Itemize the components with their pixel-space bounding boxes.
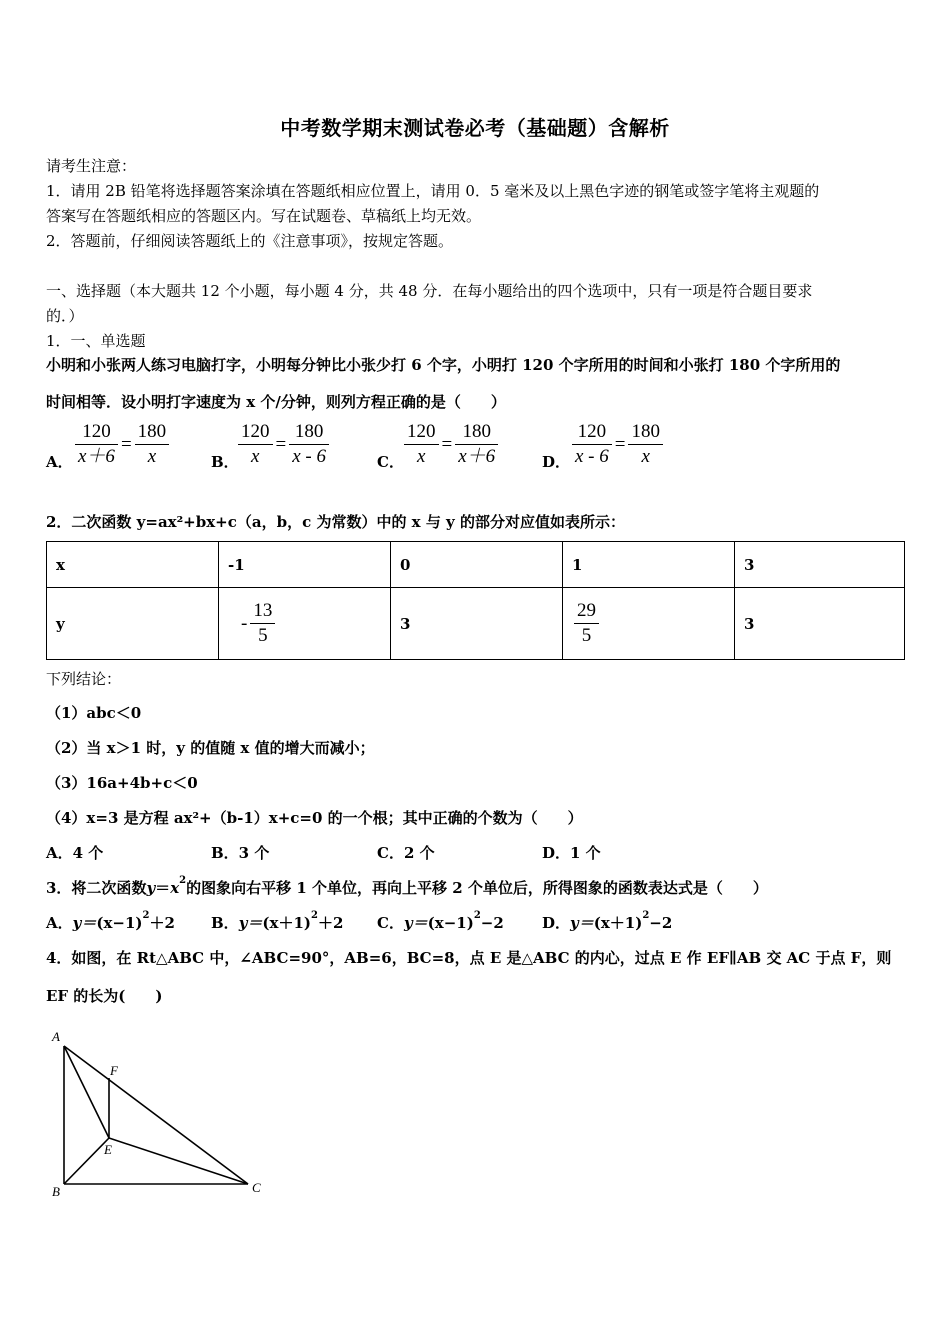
option-y-eq: y＝ xyxy=(570,914,594,932)
q1-option-c-equation[interactable] xyxy=(404,420,498,469)
notice-item2: 2．答题前，仔细阅读答题纸上的《注意事项》，按规定答题。 xyxy=(46,232,454,250)
q1-option-b-equation[interactable] xyxy=(238,420,329,469)
table-cell-fraction xyxy=(219,588,391,660)
segment-ae xyxy=(64,1046,109,1138)
table-cell: 3 xyxy=(391,588,563,660)
option-body: (x−1) xyxy=(427,914,474,932)
section-heading-line1: 一、选择题（本大题共 12 个小题，每小题 4 分，共 48 分．在每小题给出的四个选项中，只有一项是符合题目要求 xyxy=(46,282,813,300)
q1-option-a-equation[interactable] xyxy=(75,420,169,469)
q2-option-a[interactable]: A．4 个 xyxy=(46,844,104,862)
segment-ce xyxy=(109,1138,248,1184)
option-body: (x＋1) xyxy=(262,914,311,932)
q3-exponent: 2 xyxy=(179,875,187,886)
option-exponent: 2 xyxy=(473,910,481,921)
table-cell: 3 xyxy=(735,588,905,660)
frac-denominator: x xyxy=(417,446,426,467)
segment-be xyxy=(64,1138,109,1184)
option-y-eq: y＝ xyxy=(72,914,97,932)
option-tail: −2 xyxy=(649,914,673,932)
section-heading-line2: 的．） xyxy=(46,307,84,325)
table-cell: x xyxy=(47,542,219,588)
q3-stem-part-a: 3．将二次函数 xyxy=(46,879,147,897)
table-cell: 3 xyxy=(735,542,905,588)
frac-denominator: x xyxy=(251,446,260,467)
q1-option-d-letter[interactable]: D． xyxy=(542,453,571,471)
vertex-label-f: F xyxy=(110,1063,118,1078)
option-exponent: 2 xyxy=(642,910,650,921)
vertex-label-b: B xyxy=(52,1184,60,1199)
vertex-label-c: C xyxy=(252,1180,261,1195)
option-y-eq: y＝ xyxy=(238,914,263,932)
equals-sign: = xyxy=(614,433,626,455)
frac-numerator: 180 xyxy=(628,420,663,445)
q1-stem-line1: 小明和小张两人练习电脑打字，小明每分钟比小张少打 6 个字，小明打 120 个字所用的时间和小张打 180 个字所用的 xyxy=(46,356,841,374)
option-y-eq: y＝ xyxy=(403,914,428,932)
option-exponent: 2 xyxy=(142,910,150,921)
option-body: (x＋1) xyxy=(593,914,643,932)
equals-sign: = xyxy=(441,433,453,455)
frac-numerator: 120 xyxy=(572,420,612,445)
q3-stem-part-b: 的图象向右平移 1 个单位，再向上平移 2 个单位后，所得图象的函数表达式是（ ） xyxy=(186,879,768,897)
frac-denominator: x＋6 xyxy=(78,446,115,467)
segment-ac xyxy=(64,1046,248,1184)
frac-numerator: 120 xyxy=(238,420,273,445)
q1-option-c-letter[interactable]: C． xyxy=(377,453,404,471)
notice-heading: 请考生注意： xyxy=(46,157,137,175)
frac-numerator: 13 xyxy=(250,599,275,624)
option-letter: C． xyxy=(377,914,404,932)
frac-denominator: x xyxy=(147,446,157,467)
option-tail: ＋2 xyxy=(317,914,344,932)
q3-stem xyxy=(46,877,768,898)
minus-sign: - xyxy=(241,612,248,634)
table-cell: y xyxy=(47,588,219,660)
q2-conclusions-heading: 下列结论： xyxy=(46,670,122,688)
table-cell: 1 xyxy=(563,542,735,588)
q2-conclusion-2: （2）当 x＞1 时，y 的值随 x 值的增大而减小； xyxy=(46,739,375,757)
q2-value-table xyxy=(46,541,905,660)
q3-equals: ＝ xyxy=(155,879,171,897)
q2-stem: 2．二次函数 y=ax²+bx+c（a，b，c 为常数）中的 x 与 y 的部分对应值如表所示： xyxy=(46,513,625,531)
frac-denominator: x - 6 xyxy=(292,446,326,467)
option-letter: A． xyxy=(46,914,73,932)
option-exponent: 2 xyxy=(310,910,318,921)
q4-stem-line2: EF 的长为( ) xyxy=(46,987,163,1005)
q1-stem-line2: 时间相等．设小明打字速度为 x 个/分钟，则列方程正确的是（ ） xyxy=(46,393,506,411)
q2-option-c[interactable]: C．2 个 xyxy=(377,844,435,862)
q1-option-b-letter[interactable]: B． xyxy=(211,453,239,471)
option-tail: ＋2 xyxy=(149,914,175,932)
table-cell-fraction xyxy=(563,588,735,660)
q4-stem-line1: 4．如图，在 Rt△ABC 中，∠ABC=90°，AB=6，BC=8，点 E 是△ABC 的内心，过点 E 作 EF∥AB 交 AC 于点 F，则 xyxy=(46,949,892,967)
equals-sign: = xyxy=(275,433,287,455)
table-row-y xyxy=(47,588,905,660)
frac-numerator: 29 xyxy=(574,599,599,624)
q2-option-d[interactable]: D．1 个 xyxy=(542,844,601,862)
frac-denominator: 5 xyxy=(258,625,268,646)
q3-option-c[interactable] xyxy=(377,912,504,933)
q3-option-d[interactable] xyxy=(542,912,672,933)
frac-denominator: x＋6 xyxy=(458,446,496,467)
q3-var-x: x xyxy=(170,879,180,897)
q4-triangle-figure xyxy=(46,1026,276,1206)
frac-numerator: 180 xyxy=(455,420,498,445)
q2-conclusion-4: （4）x=3 是方程 ax²+（b-1）x+c=0 的一个根；其中正确的个数为（ ） xyxy=(46,809,583,827)
q1-option-d-equation[interactable] xyxy=(572,420,663,469)
q3-option-b[interactable] xyxy=(211,912,343,933)
table-cell: 0 xyxy=(391,542,563,588)
table-row-x xyxy=(47,542,905,588)
frac-numerator: 180 xyxy=(135,420,170,445)
option-letter: B． xyxy=(211,914,239,932)
frac-numerator: 120 xyxy=(404,420,439,445)
option-letter: D． xyxy=(542,914,571,932)
q1-option-a-letter[interactable]: A． xyxy=(46,453,73,471)
frac-numerator: 120 xyxy=(75,420,118,445)
q2-conclusion-1: （1）abc＜0 xyxy=(46,704,142,722)
q2-conclusion-3: （3）16a+4b+c＜0 xyxy=(46,774,198,792)
q2-option-b[interactable]: B．3 个 xyxy=(211,844,270,862)
page-title: 中考数学期末测试卷必考（基础题）含解析 xyxy=(280,116,670,140)
q3-var-y: y xyxy=(146,879,156,897)
q1-label: 1．一、单选题 xyxy=(46,332,146,350)
vertex-label-e: E xyxy=(104,1142,112,1157)
notice-item1-line1: 1．请用 2B 铅笔将选择题答案涂填在答题纸相应位置上，请用 0．5 毫米及以上黑色字迹的钢笔或签字笔将主观题的 xyxy=(46,182,820,200)
vertex-label-a: A xyxy=(52,1029,60,1044)
option-tail: −2 xyxy=(480,914,504,932)
frac-denominator: x - 6 xyxy=(575,446,609,467)
equals-sign: = xyxy=(120,433,132,455)
frac-denominator: 5 xyxy=(581,625,592,646)
table-cell: -1 xyxy=(219,542,391,588)
notice-item1-line2: 答案写在答题纸相应的答题区内。写在试题卷、草稿纸上均无效。 xyxy=(46,207,482,225)
option-body: (x−1) xyxy=(96,914,143,932)
q3-option-a[interactable] xyxy=(46,912,175,933)
frac-denominator: x xyxy=(641,446,650,467)
frac-numerator: 180 xyxy=(289,420,329,445)
